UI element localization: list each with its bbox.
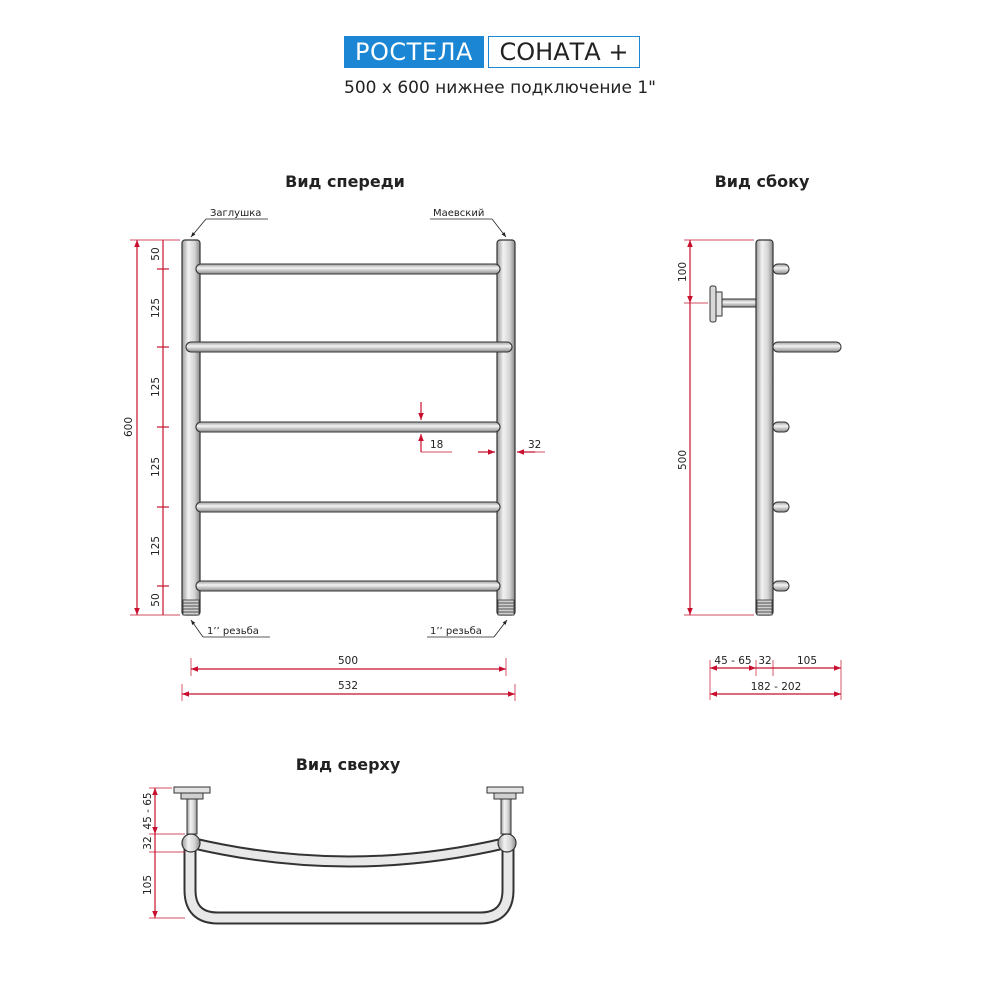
right-thread-end	[498, 600, 514, 615]
top-dim-shelf: 105	[142, 874, 154, 896]
rung	[186, 342, 512, 352]
dim-width-532: 532	[337, 680, 359, 692]
left-bracket-arm	[187, 799, 197, 834]
dim-rung-18: 18	[430, 439, 444, 451]
dim-step-125: 125	[150, 456, 162, 478]
left-thread-end	[183, 600, 199, 615]
top-view-title: Вид сверху	[295, 755, 401, 774]
rung-stub	[773, 264, 789, 274]
rung-stub	[773, 502, 789, 512]
dim-step-125: 125	[150, 376, 162, 398]
rung	[196, 581, 500, 591]
dim-step-125: 125	[150, 297, 162, 319]
right-bracket-arm	[501, 799, 511, 834]
side-thread-end	[757, 600, 772, 615]
dim-width-500: 500	[337, 655, 359, 667]
side-dim-shelf: 105	[796, 655, 818, 667]
model-name: СОНАТА +	[488, 36, 640, 68]
left-pipe-section	[182, 834, 200, 852]
dim-bottom-50: 50	[150, 593, 162, 607]
side-view	[677, 172, 841, 700]
thread-label-left: 1’’ резьба	[207, 626, 259, 637]
rung-stub	[773, 422, 789, 432]
brand-logo: РОСТЕЛА	[344, 36, 484, 68]
top-dimensions	[149, 788, 185, 918]
right-pipe-section	[498, 834, 516, 852]
top-dim-wall: 45 - 65	[142, 792, 154, 830]
top-view	[142, 755, 523, 918]
side-dim-pipe: 32	[758, 655, 772, 667]
side-dim-500: 500	[677, 449, 689, 471]
side-view-title: Вид сбоку	[714, 172, 810, 191]
plug-label: Заглушка	[210, 208, 262, 219]
valve-label: Маевский	[433, 208, 485, 219]
rung	[196, 264, 500, 274]
side-dim-total: 182 - 202	[750, 681, 802, 693]
left-wall-flange	[174, 787, 210, 793]
curved-rung	[192, 843, 506, 862]
side-dim-100: 100	[677, 261, 689, 283]
rung-stub	[773, 581, 789, 591]
front-view-title: Вид спереди	[285, 172, 405, 191]
rung	[196, 422, 500, 432]
dim-height-600: 600	[123, 416, 135, 438]
wall-flange	[710, 286, 716, 322]
dim-top-50: 50	[150, 247, 162, 261]
product-subtitle: 500 x 600 нижнее подключение 1"	[344, 78, 656, 98]
top-dim-pipe: 32	[142, 836, 154, 850]
dim-pipe-32: 32	[528, 439, 542, 451]
right-wall-flange	[487, 787, 523, 793]
front-view	[123, 172, 545, 701]
thread-label-right: 1’’ резьба	[430, 626, 482, 637]
dim-step-125: 125	[150, 535, 162, 557]
rung	[196, 502, 500, 512]
bracket-arm	[722, 299, 756, 307]
side-vertical-pipe	[756, 240, 773, 615]
shelf-rung	[773, 342, 841, 352]
side-dim-wall: 45 - 65	[714, 655, 752, 667]
